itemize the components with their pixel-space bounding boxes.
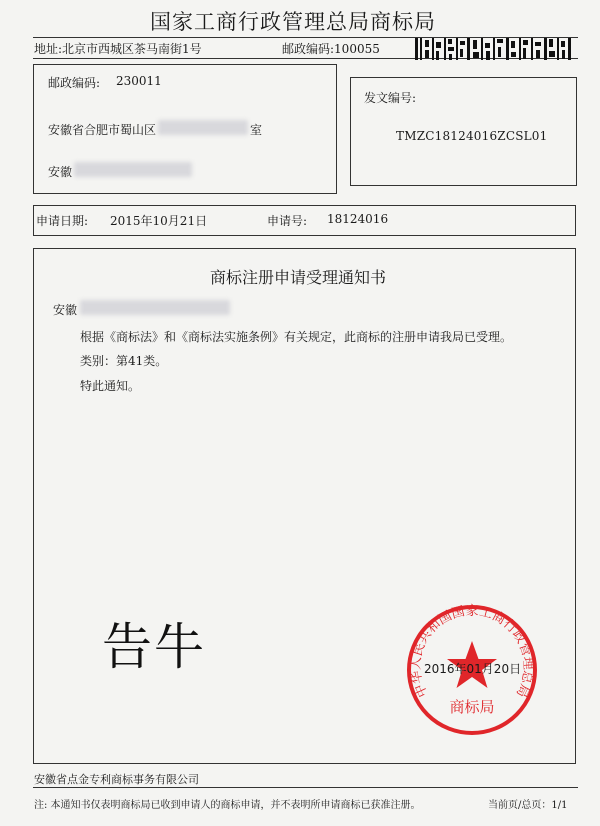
notice-date: 2016年01月20日 — [424, 662, 522, 676]
dispatch-box — [350, 77, 577, 186]
application-date-value: 2015年10月21日 — [110, 214, 208, 228]
application-date-label: 申请日期: — [36, 214, 89, 228]
redacted-address — [158, 120, 248, 135]
notice-category: 类别：第41类。 — [80, 354, 168, 368]
seal-center-text: 商标局 — [449, 698, 495, 716]
agency-name: 安徽省点金专利商标事务有限公司 — [34, 773, 199, 786]
dispatch-label: 发文编号: — [364, 91, 417, 105]
recipient-address: 安徽省合肥市蜀山区 — [48, 123, 157, 137]
application-number-value: 18124016 — [327, 212, 389, 226]
recipient-address-tail: 室 — [250, 123, 263, 137]
seal-ring-text: 中华人民共和国国家工商行政管理总局 — [408, 603, 536, 700]
barcode — [415, 38, 573, 60]
redacted-addressee — [80, 300, 230, 315]
recipient-name: 安徽 — [48, 165, 73, 179]
notice-title: 商标注册申请受理通知书 — [210, 268, 387, 287]
notice-body: 根据《商标法》和《商标法实施条例》有关规定，此商标的注册申请我局已受理。 — [80, 330, 513, 344]
dispatch-number: TMZC18124016ZCSL01 — [396, 129, 548, 143]
issuer-title: 国家工商行政管理总局商标局 — [150, 10, 436, 34]
application-box — [33, 205, 576, 236]
page-indicator: 当前页/总页：1/1 — [488, 800, 568, 811]
issuer-address: 地址:北京市西城区茶马南街1号 — [34, 42, 202, 56]
redacted-recipient-name — [74, 162, 192, 177]
issuer-postcode: 邮政编码:100055 — [282, 42, 380, 56]
notice-addressee: 安徽 — [53, 303, 78, 317]
application-number-label: 申请号: — [267, 214, 308, 228]
notice-closing: 特此通知。 — [80, 379, 141, 393]
recipient-box — [33, 64, 337, 194]
recipient-postcode-label: 邮政编码: — [48, 76, 101, 90]
footer-note: 注: 本通知书仅表明商标局已收到申请人的商标申请，并不表明所申请商标已获准注册。 — [34, 800, 421, 811]
barcode-graphic — [415, 38, 573, 60]
watermark-overlay-text: 告牛 — [102, 618, 206, 676]
recipient-postcode-value: 230011 — [116, 74, 162, 88]
footer-rule — [33, 787, 578, 788]
